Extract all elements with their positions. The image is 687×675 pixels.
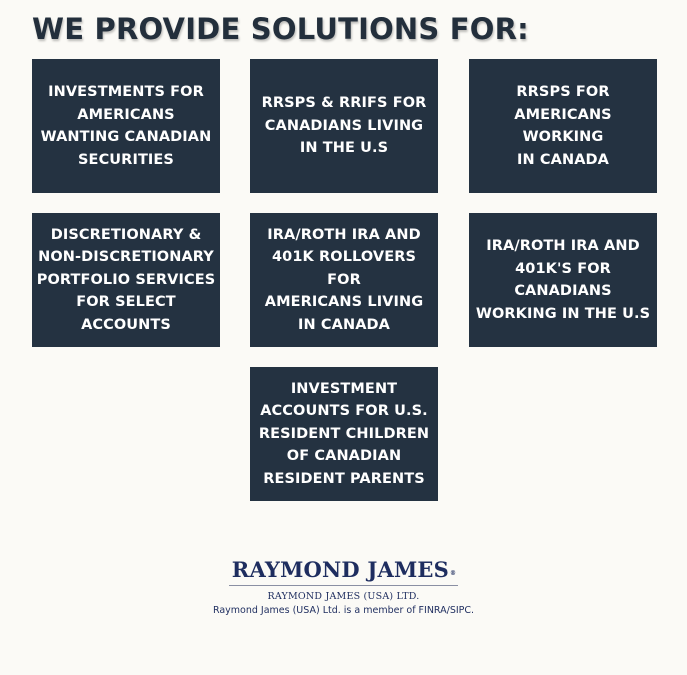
- card-line: AMERICANS WORKING: [514, 106, 612, 145]
- card-line: WORKING IN THE U.S: [475, 305, 651, 322]
- logo-name: RAYMOND JAMES: [231, 557, 449, 582]
- card-line: RRSPS FOR: [516, 84, 610, 100]
- card-line: RESIDENT PARENTS: [263, 470, 425, 487]
- card-line: FOR SELECT: [76, 294, 176, 311]
- card-line: INVESTMENT: [290, 380, 398, 397]
- card-line: 401K'S FOR: [515, 260, 611, 277]
- logo-subtitle: RAYMOND JAMES (USA) LTD.: [267, 591, 420, 602]
- card-line: IN THE U.S: [299, 140, 389, 157]
- card-line: OF CANADIAN: [286, 448, 402, 465]
- logo-wordmark: [229, 556, 458, 586]
- card-line: CANADIANS LIVING: [264, 117, 424, 134]
- page-title: WE PROVIDE SOLUTIONS FOR:: [32, 12, 529, 46]
- card-line: DISCRETIONARY &: [50, 226, 202, 243]
- card-line: RESIDENT CHILDREN: [258, 425, 430, 442]
- solution-card-discretionary: [32, 213, 220, 347]
- finra-sipc-disclosure: Raymond James (USA) Ltd. is a member of FINRA/SIPC.: [212, 605, 475, 616]
- card-line: IN CANADA: [298, 316, 390, 333]
- card-line: SECURITIES: [78, 151, 174, 168]
- card-line: 401K ROLLOVERS FOR: [271, 249, 417, 288]
- card-line: CANADIANS: [514, 283, 612, 299]
- card-line: ACCOUNTS FOR U.S.: [260, 403, 428, 420]
- card-line: INVESTMENTS FOR: [48, 84, 204, 100]
- solution-card-ira-canadians: [469, 213, 657, 347]
- card-line: AMERICANS LIVING: [264, 294, 424, 311]
- raymond-james-logo: [0, 556, 687, 586]
- card-line: IN CANADA: [517, 151, 609, 168]
- card-line: PORTFOLIO SERVICES: [36, 271, 216, 288]
- card-line: NON-DISCRETIONARY: [38, 249, 214, 266]
- solution-card-ira-rollovers: [250, 213, 438, 347]
- solution-card-rrsps-americans: [469, 59, 657, 193]
- card-line: IRA/ROTH IRA AND: [267, 226, 421, 243]
- solution-card-rrsps-rrifs: [250, 59, 438, 193]
- card-line: ACCOUNTS: [81, 316, 171, 333]
- card-line: RRSPS & RRIFS FOR: [261, 95, 427, 112]
- card-line: WANTING CANADIAN: [40, 129, 212, 145]
- solution-card-investments-americans: [32, 59, 220, 193]
- registered-mark: ®: [450, 570, 457, 577]
- solution-card-investment-accounts-children: [250, 367, 438, 501]
- card-line: IRA/ROTH IRA AND: [486, 238, 640, 254]
- card-line: AMERICANS: [77, 106, 175, 123]
